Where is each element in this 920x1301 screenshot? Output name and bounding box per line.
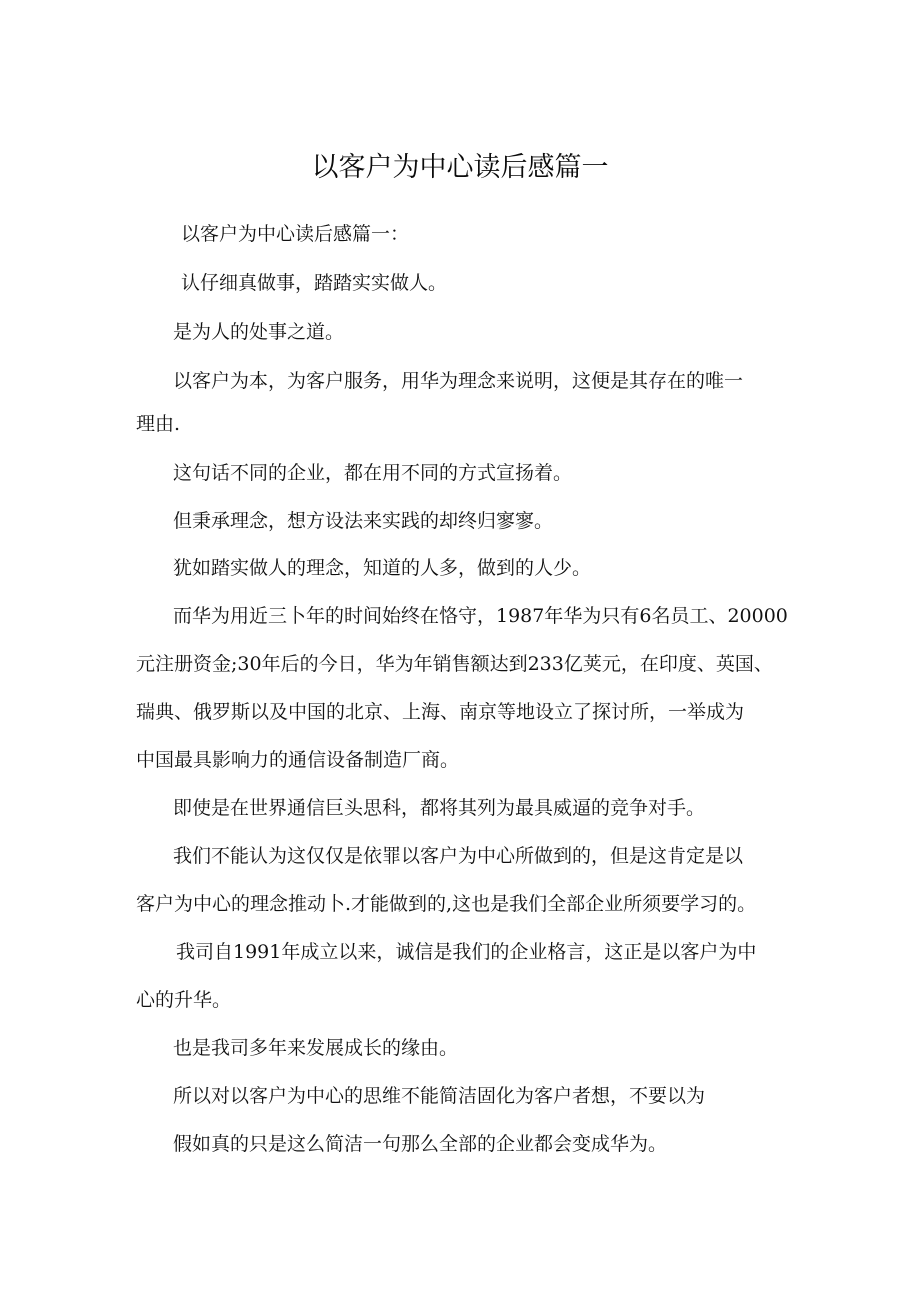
paragraph-line-20: 假如真的只是这么简洁一句那么全部的企业都会变成华为。 xyxy=(173,1133,668,1155)
paragraph-line-14: 我们不能认为这仅仅是依罪以客户为中心所做到的，但是这肯定是以 xyxy=(173,845,744,867)
document-title: 以客户为中心读后感篇一 xyxy=(311,152,609,183)
paragraph-line-5: 理由. xyxy=(136,413,181,435)
paragraph-line-2: 认仔细真做事，踏踏实实做人。 xyxy=(181,272,448,294)
paragraph-line-10: 元注册资金;30年后的今日，华为年销售额达到233亿荚元，在印度、英国、 xyxy=(136,653,773,675)
paragraph-line-6: 这句话不同的企业，都在用不同的方式宣扬着。 xyxy=(173,462,573,484)
paragraph-line-18: 也是我司多年来发展成长的缘由。 xyxy=(173,1037,459,1059)
paragraph-line-16: 我司自1991年成立以来，诚信是我们的企业格言，这正是以客户为中 xyxy=(176,941,757,963)
paragraph-line-3: 是为人的处事之道。 xyxy=(173,321,345,343)
paragraph-line-4: 以客户为本，为客户服务，用华为理念来说明，这便是其存在的唯一 xyxy=(173,370,744,392)
paragraph-line-9: 而华为用近三卜年的时间始终在恪守，1987年华为只有6名员工、20000 xyxy=(173,605,788,627)
paragraph-line-7: 但秉承理念，想方设法来实践的却终归寥寥。 xyxy=(173,510,554,532)
paragraph-line-17: 心的升华。 xyxy=(136,989,232,1011)
paragraph-line-11: 瑞典、俄罗斯以及中国的北京、上海、南京等地设立了探讨所，一举成为 xyxy=(136,701,745,723)
paragraph-line-12: 中国最具影响力的通信设备制造厂商。 xyxy=(136,749,460,771)
paragraph-line-13: 即使是在世界通信巨头思科，都将其列为最具威逼的竞争对手。 xyxy=(173,797,706,819)
paragraph-line-8: 犹如踏实做人的理念，知道的人多，做到的人少。 xyxy=(173,557,592,579)
paragraph-line-19: 所以对以客户为中心的思维不能简洁固化为客户者想，不要以为 xyxy=(173,1085,706,1107)
paragraph-line-1: 以客户为中心读后感篇一： xyxy=(181,223,410,245)
paragraph-line-15: 客户为中心的理念推动卜.才能做到的,这也是我们全部企业所须要学习的。 xyxy=(136,893,757,915)
